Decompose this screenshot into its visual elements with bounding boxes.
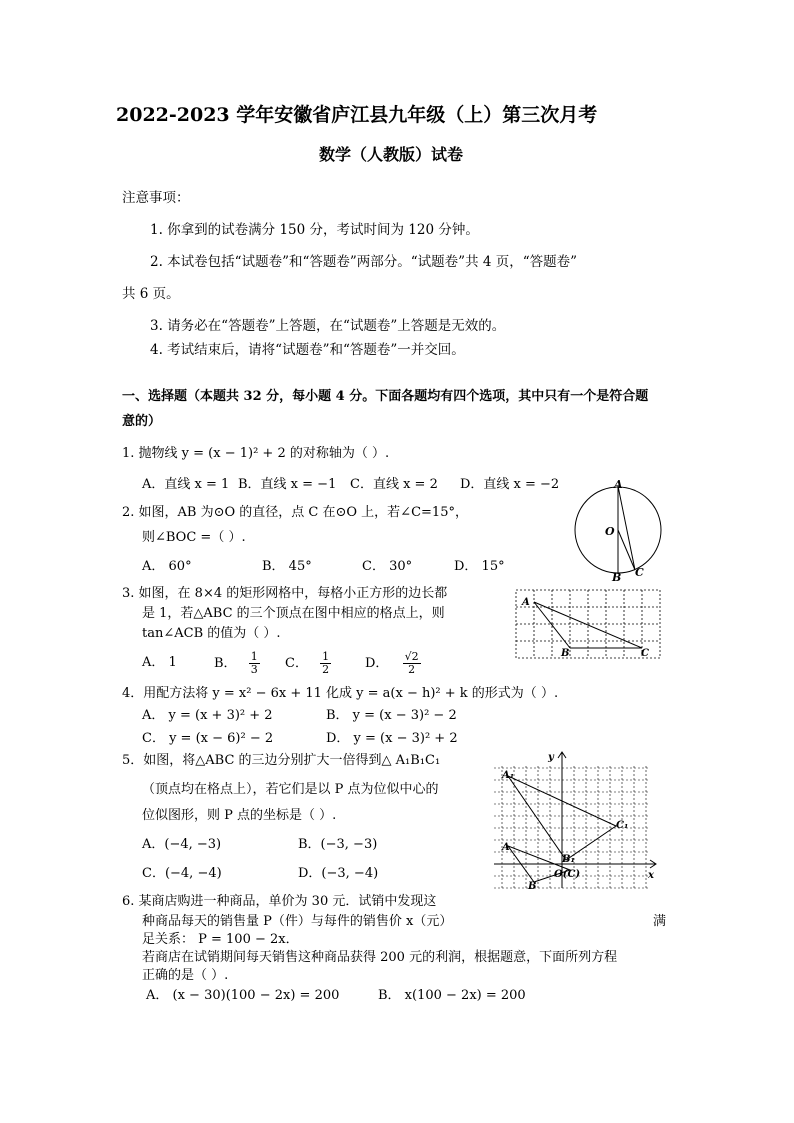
notice-item-3: 3. 请务必在“答题卷”上答题，在“试题卷”上答题是无效的。 (150, 318, 506, 334)
page-title: 2022-2023 学年安徽省庐江县九年级（上）第三次月考 (116, 104, 598, 126)
notice-heading: 注意事项： (122, 190, 190, 206)
q6-relation: 足关系： P = 100 − 2x． (142, 932, 299, 947)
q2-label-o: O (605, 525, 615, 538)
q6-option-b: B． x(100 − 2x) = 200 (378, 988, 526, 1003)
q6-stem-wrap: 满 (653, 914, 667, 929)
q1-option-a: A．直线 x = 1 (142, 477, 230, 492)
q3-stem-cont-2: tan∠ACB 的值为（ ）. (142, 626, 281, 641)
page-subtitle: 数学（人教版）试卷 (319, 145, 464, 164)
q4-stem: 4．用配方法将 y = x² − 6x + 11 化成 y = a(x − h)² + k 的形式为（ ）. (122, 686, 559, 701)
q2-option-a: A． 60° (142, 559, 192, 574)
q5-label-a: A (502, 842, 510, 853)
q3-option-b: B． $\frac{1}{3}$ (214, 650, 258, 676)
q3-label-b: B (561, 648, 570, 659)
section-heading-cont: 意的） (122, 414, 162, 429)
q5-option-b: B．(−3, −3) (298, 837, 378, 852)
q2-label-b: B (612, 571, 622, 582)
notice-item-1: 1. 你拿到的试卷满分 150 分，考试时间为 120 分钟。 (150, 222, 479, 238)
q5-label-a1: A₁ (502, 770, 515, 781)
q5-option-a: A．(−4, −3) (142, 837, 222, 852)
q5-stem-cont: （顶点均在格点上），若它们是以 P 点为位似中心的 (142, 782, 439, 797)
q2-stem: 2. 如图，AB 为⊙O 的直径，点 C 在⊙O 上，若∠C=15°， (122, 505, 468, 520)
q5-label-b1: B₁ (562, 854, 575, 865)
q1-option-c: C．直线 x = 2 (350, 477, 438, 492)
q5-coordinate-figure (490, 748, 660, 890)
q5-axis-y: y (548, 752, 554, 763)
q2-option-c: C． 30° (362, 559, 413, 574)
q4-option-d: D． y = (x − 3)² + 2 (326, 731, 458, 746)
q6-stem-cont: 种商品每天的销售量 P（件）与每件的销售价 x（元） (142, 914, 453, 929)
q3-option-c: C． $\frac{1}{2}$ (285, 650, 330, 676)
notice-item-2-cont: 共 6 页。 (122, 286, 180, 302)
q3-label-c: C (641, 648, 649, 659)
q6-stem: 6. 某商店购进一种商品，单价为 30 元．试销中发现这 (122, 894, 437, 909)
q5-axis-x: x (648, 870, 654, 881)
q5-stem: 5．如图，将△ABC 的三边分别扩大一倍得到△ A₁B₁C₁ (122, 753, 441, 768)
q2-option-d: D． 15° (454, 559, 505, 574)
q5-stem-cont-2: 位似图形，则 P 点的坐标是（ ）. (142, 808, 337, 823)
q5-option-c: C．(−4, −4) (142, 866, 222, 881)
q2-option-b: B． 45° (262, 559, 312, 574)
q5-label-c1: C₁ (616, 820, 629, 831)
q6-option-a: A． (x − 30)(100 − 2x) = 200 (146, 988, 340, 1003)
q6-condition: 若商店在试销期间每天销售这种商品获得 200 元的利润，根据题意，下面所列方程 (142, 950, 618, 965)
q4-option-b: B． y = (x − 3)² − 2 (326, 708, 457, 723)
q2-stem-cont: 则∠BOC =（ ）. (142, 530, 246, 545)
notice-item-2: 2. 本试卷包括“试题卷”和“答题卷”两部分。“试题卷”共 4 页，“答题卷” (150, 254, 578, 270)
q1-stem: 1. 抛物线 y = (x − 1)² + 2 的对称轴为（ ）. (122, 446, 390, 461)
notice-item-4: 4. 考试结束后，请将“试题卷”和“答题卷”一并交回。 (150, 342, 465, 358)
q3-label-a: A (522, 597, 530, 608)
q3-stem: 3. 如图，在 8×4 的矩形网格中，每格小正方形的边长都 (122, 586, 448, 601)
q3-stem-cont: 是 1，若△ABC 的三个顶点在图中相应的格点上，则 (142, 606, 445, 621)
q3-grid-figure (512, 586, 664, 662)
q4-option-a: A． y = (x + 3)² + 2 (142, 708, 273, 723)
q3-option-d: D． $\frac{√2}{2}$ (365, 650, 419, 676)
section-heading: 一、选择题（本题共 32 分，每小题 4 分。下面各题均有四个选项，其中只有一个是符合题 (122, 389, 649, 404)
q2-label-c: C (635, 566, 644, 579)
q2-circle-figure (572, 478, 664, 582)
q1-option-d: D．直线 x = −2 (460, 477, 560, 492)
q5-label-oc: O(C) (554, 869, 581, 880)
q3-option-a: A． 1 (142, 655, 177, 670)
q1-option-b: B．直线 x = −1 (238, 477, 337, 492)
q5-option-d: D．(−3, −4) (298, 866, 379, 881)
q5-label-b: B (528, 881, 537, 890)
q6-question: 正确的是（ ）. (142, 968, 229, 983)
q4-option-c: C． y = (x − 6)² − 2 (142, 731, 274, 746)
q2-label-a: A (614, 478, 623, 491)
